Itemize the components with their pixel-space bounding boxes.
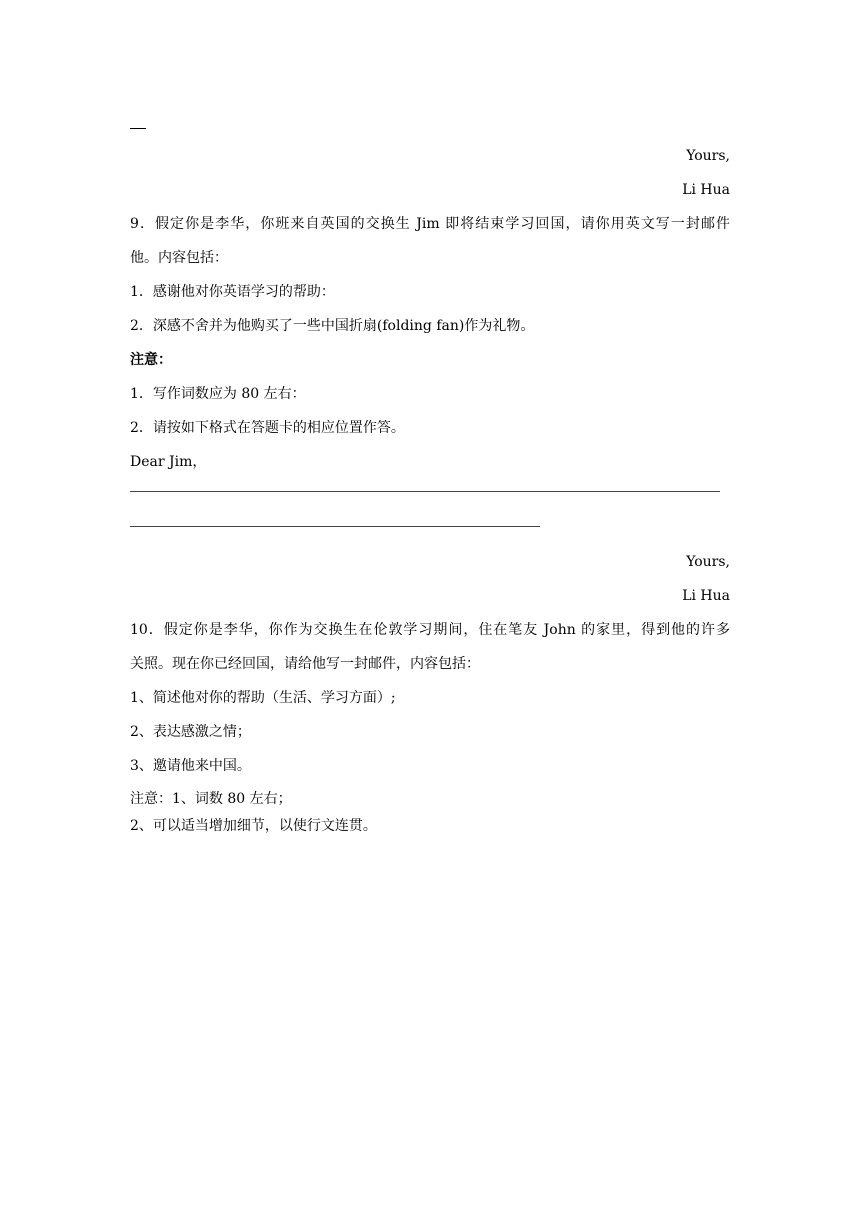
closing-yours: Yours, xyxy=(686,148,730,164)
q10-item-1: 1、简述他对你的帮助（生活、学习方面）; xyxy=(130,690,396,706)
answer-line-dash xyxy=(130,128,146,129)
q9-closing: Yours, xyxy=(686,554,730,570)
q10-note-2: 2、可以适当增加细节，以使行文连贯。 xyxy=(130,818,377,834)
q10-item-3: 3、邀请他来中国。 xyxy=(130,758,251,774)
q9-item-2: 2．深感不舍并为他购买了一些中国折扇(folding fan)作为礼物。 xyxy=(130,318,535,334)
q9-item-1: 1．感谢他对你英语学习的帮助： xyxy=(130,284,335,300)
q9-note-1: 1．写作词数应为 80 左右： xyxy=(130,386,306,402)
q10-note-1: 注意：1、词数 80 左右； xyxy=(130,791,292,807)
q10-item-2: 2、表达感激之情； xyxy=(130,724,251,740)
q9-signature: Li Hua xyxy=(682,588,730,604)
q9-answer-line-2 xyxy=(130,526,540,527)
q9-note-label: 注意： xyxy=(130,352,172,368)
signature-li-hua: Li Hua xyxy=(682,182,730,198)
q9-prompt-line1: 9．假定你是李华，你班来自英国的交换生 Jim 即将结束学习回国，请你用英文写一封邮件 xyxy=(130,216,730,232)
q9-prompt-line2: 他。内容包括： xyxy=(130,250,228,266)
q10-prompt-line1: 10．假定你是李华，你作为交换生在伦敦学习期间，住在笔友 John 的家里，得到他的许多 xyxy=(130,622,730,638)
q9-answer-line-1 xyxy=(130,491,720,492)
q9-note-2: 2．请按如下格式在答题卡的相应位置作答。 xyxy=(130,420,405,436)
q9-greeting: Dear Jim， xyxy=(130,454,207,470)
q10-prompt-line2: 关照。现在你已经回国，请给他写一封邮件，内容包括： xyxy=(130,656,480,672)
